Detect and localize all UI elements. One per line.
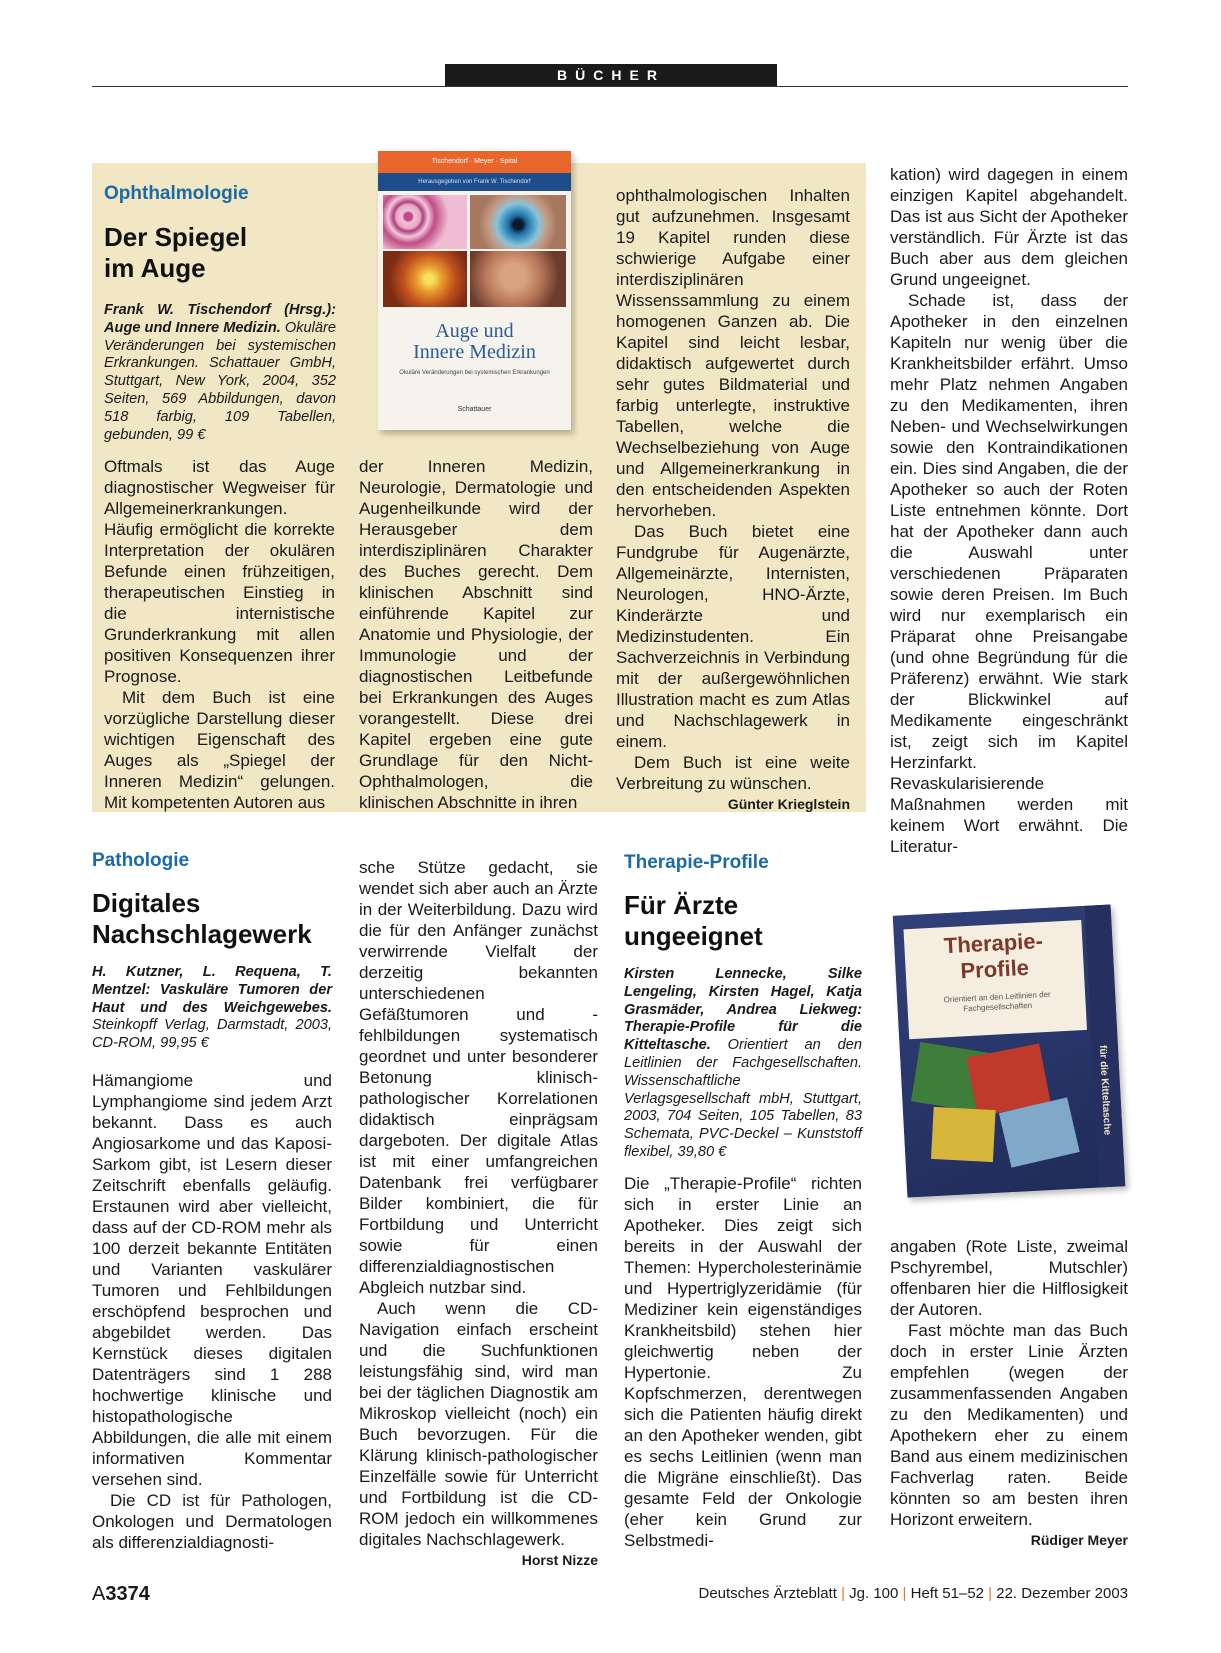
article3-biblio-author-title: Kirsten Lennecke, Silke Lengeling, Kirsten Hagel, Katja Grasmäder, Andrea Liekweg: Therapie-Profile für die Kitteltasche. — [624, 966, 862, 1054]
page-prefix: A — [92, 1583, 106, 1605]
article3-col2-paragraph2: Schade ist, dass der Apotheker in den einzelnen Kapiteln nur wenig über die Krankheitsbilder erfährt. Umso mehr Platz nehmen Angaben zu den Medikamenten, ihren Neben- und Wechselwirkungen sowie den Kontraindikationen ein. Dies sind Angaben, die der Apotheker so auch der Roten Liste entnehmen könnte. Dort hat der Apotheker dann auch die Auswahl unter verschiedenen Präparaten sowie deren Preisen. Im Buch wird nur exemplarisch ein Präparat ohne Preisangabe (und ohne Begründung für die Präferenz) erwähnt. Wie stark der Blickwinkel auf Medikamente eingeschränkt ist, zeigt sich im Kapitel Herzinfarkt. Revaskularisierende Maßnahmen werden mit keinem Wort erwähnt. Die Literatur- — [890, 291, 1128, 856]
article2-author: Horst Nizze — [521, 1552, 598, 1568]
article1-kicker: Ophthalmologie — [104, 183, 249, 204]
article3-title — [624, 890, 864, 952]
article2-col2-paragraph1: sche Stütze gedacht, sie wendet sich aber auch an Ärzte in der Weiterbildung. Dazu wird die für den Anfänger zunächst verwirrende Vielfalt der derzeitig bekannten unterschiedenen Gefäßtumoren und -fehlbildungen systematisch geordnet und unter besonderer Betonung klinisch-pathologischer Korrelationen didaktisch einprägsam dargeboten. Der digitale Atlas ist mit einer umfangreichen Datenbank frei verfügbarer Bilder kombiniert, die für Fortbildung und Unterricht sowie für einen differenzialdiagnostischen Abgleich nutzbar sind. — [359, 858, 598, 1297]
cover-auge-title-line2: Innere Medizin — [413, 341, 536, 363]
article3-kicker: Therapie-Profile — [624, 852, 769, 873]
section-header: BÜCHER — [445, 64, 777, 86]
article3-title-line2: ungeeignet — [624, 921, 763, 951]
cover-auge-face-image — [470, 251, 566, 307]
journal-date: 22. Dezember 2003 — [996, 1585, 1128, 1602]
journal-footer: Deutsches Ärzteblatt | Jg. 100 | Heft 51–52 | 22. Dezember 2003 — [698, 1585, 1128, 1602]
cover-puzzle-yellow — [931, 1107, 996, 1162]
article1-col2-paragraph1: der Inneren Medizin, Neurologie, Dermatologie und Augenheilkunde wird der Herausgeber dem interdisziplinären Charakter des Buches gerecht. Dem klinischen Abschnitt sind einführende Kapitel zur Anatomie und Physiologie, der Immunologie und der diagnostischen Leitbefunde bei Erkrankungen des Auges vorangestellt. Diese drei Kapitel ergeben eine gute Grundlage für den Nicht-Ophthalmologen, die klinischen Abschnitte in ihren — [359, 457, 593, 812]
cover-auge-title-line1: Auge und — [435, 320, 514, 342]
journal-issue: Heft 51–52 — [910, 1585, 984, 1602]
article2-col2-paragraph2: Auch wenn die CD-Navigation einfach erscheint und die Suchfunktionen leistungsfähig sind, wird man bei der täglichen Diagnostik am Mikroskop vielleicht (noch) ein Buch bevorzugen. Für die Klärung klinisch-pathologischer Einzelfälle sowie für Unterricht und Fortbildung ist die CD-ROM jedoch ein willkommenes digitales Nachschlagewerk. — [359, 1299, 598, 1549]
cover-auge-subtitle: Okuläre Veränderungen bei systemischen Erkrankungen — [399, 370, 550, 376]
cover-auge-authors: Tischendorf · Meyer · Spital — [431, 158, 518, 165]
article2-kicker: Pathologie — [92, 850, 190, 871]
article3-column2-bottom — [890, 1236, 1128, 1551]
cover-auge-editor: Herausgegeben von Frank W. Tischendorf — [418, 179, 531, 185]
cover-therapie-title-line1: Therapie- — [943, 928, 1044, 959]
journal-name: Deutsches Ärzteblatt — [698, 1585, 837, 1602]
article2-bibliography — [92, 964, 332, 1053]
article2-title-line2: Nachschlagewerk — [92, 919, 312, 949]
article3-bibliography — [624, 966, 862, 1162]
article2-col1-paragraph1: Hämangiome und Lymphangiome sind jedem Arzt bekannt. Dass es auch Angiosarkome und das Kaposi-Sarkom gibt, ist Lesern dieser Zeitschrift ebenfalls geläufig. Erstaunen wird aber vielleicht, dass auf der CD-ROM mehr als 100 derzeit bekannte Entitäten und Varianten vaskulärer Tumoren und Fehlbildungen erschöpfend besprochen und abgebildet werden. Das Kernstück dieses digitalen Datenträgers sind 1 288 hochwertige klinische und histopathologische Abbildungen, die alle mit einem informativen Kommentar versehen sind. — [92, 1071, 332, 1489]
article2-col1-paragraph2: Die CD ist für Pathologen, Onkologen und Dermatologen als differenzialdiagnosti- — [92, 1491, 332, 1552]
cover-auge-fundus-image — [383, 251, 467, 307]
article1-column2 — [359, 456, 593, 813]
article1-biblio-details: Okuläre Veränderungen bei systemischen Erkrankungen. Schattauer GmbH, Stuttgart, New York, 2004, 352 Seiten, 569 Abbildungen, davon 518 farbig, 109 Tabellen, gebunden, 99 € — [104, 319, 336, 443]
article1-col1-paragraph2: Mit dem Buch ist eine vorzügliche Darstellung dieser wichtigen Eigenschaft des Auges als „Spiegel der Inneren Medizin“ gelungen. Mit kompetenten Autoren aus — [104, 688, 335, 812]
article2-biblio-author-title: H. Kutzner, L. Requena, T. Mentzel: Vaskuläre Tumoren der Haut und des Weichgewebes. — [92, 964, 332, 1016]
article1-col3-paragraph1: ophthalmologischen Inhalten gut aufzunehmen. Insgesamt 19 Kapitel runden diese schwierige Aufgabe einer interdisziplinären Wissenssammlung zu einem homogenen Ganzen ab. Die Kapitel sind leicht lesbar, didaktisch aufgewertet durch sehr gutes Bildmaterial und farbig unterlegte, instruktive Tabellen, welche die Wechselbeziehung von Auge und Allgemeinerkrankung in den entscheidenden Aspekten hervorheben. — [616, 186, 850, 520]
article2-title-line1: Digitales — [92, 888, 201, 918]
article3-col2-paragraph4: Fast möchte man das Buch doch in erster Linie Ärzten empfehlen (wegen der zusammenfassenden Angaben zu den Medikamenten) und Apothekern eher zu einem Band aus einem medizinischen Fachverlag raten. Beide könnten so am besten ihren Horizont erweitern. — [890, 1321, 1128, 1529]
cover-therapie-title — [904, 926, 1084, 987]
cover-therapie-spine-text: für die Kitteltasche — [1096, 1044, 1113, 1136]
page-number — [92, 1583, 150, 1606]
article1-col3-paragraph3: Dem Buch ist eine weite Verbreitung zu wünschen. — [616, 753, 850, 793]
article1-title-line1: Der Spiegel — [104, 222, 248, 252]
article3-col1-paragraph1: Die „Therapie-Profile“ richten sich in erster Linie an Apotheker. Dies zeigt sich bereits in der Auswahl der Themen: Hypercholesterinämie und Hypertriglyzeridämie (für Mediziner kein eigenständiges Krankheitsbild) stehen hier gleichwertig neben der Hypertonie. Zu Kopfschmerzen, derentwegen sich die Patienten häufig direkt an den Apotheker wenden, gibt es sechs Leitlinien (wenn man die Migräne einschließt). Das gesamte Feld der Onkologie (eher kein Grund zur Selbstmedi- — [624, 1174, 862, 1550]
article1-author: Günter Krieglstein — [727, 796, 850, 812]
article3-column2-top — [890, 164, 1128, 857]
article1-column1 — [104, 456, 335, 813]
article1-col1-paragraph1: Oftmals ist das Auge diagnostischer Wegweiser für Allgemeinerkrankungen. Häufig ermöglicht die korrekte Interpretation der okulären Befunde einen frühzeitigen, therapeutischen Einstieg in die internistische Grunderkrankung mit allen positiven Konsequenzen ihrer Prognose. — [104, 457, 335, 686]
article1-title-line2: im Auge — [104, 253, 206, 283]
article2-column2 — [359, 857, 598, 1571]
book-cover-auge — [378, 151, 571, 430]
header-rule — [92, 86, 1128, 87]
journal-volume: Jg. 100 — [849, 1585, 899, 1602]
article3-author: Rüdiger Meyer — [1030, 1532, 1128, 1548]
cover-auge-title — [378, 321, 571, 363]
article2-title — [92, 888, 342, 950]
cover-auge-cells-image — [383, 195, 467, 249]
page-number-value: 3374 — [105, 1583, 150, 1605]
article3-biblio-details: Orientiert an den Leitlinien der Fachgesellschaften. Wissenschaftliche Verlagsgesellschaft mbH, Stuttgart, 2003, 704 Seiten, 105 Tabellen, 83 Schemata, PVC-Deckel – Kunststoff flexibel, 39,80 € — [624, 1037, 862, 1160]
cover-therapie-subtitle: Orientiert an den Leitlinien der Fachgesellschaften — [943, 989, 1051, 1014]
article1-biblio-author-title: Frank W. Tischendorf (Hrsg.): Auge und Innere Medizin. — [104, 302, 336, 336]
article1-bibliography — [104, 302, 336, 444]
article1-title — [104, 222, 344, 284]
cover-therapie-title-line2: Profile — [959, 954, 1030, 984]
article3-col2-paragraph1: kation) wird dagegen in einem einzigen Kapitel abgehandelt. Das ist aus Sicht der Apotheker verständlich. Für Ärzte ist das Buch aber aus dem gleichen Grund ungeeignet. — [890, 165, 1128, 289]
article1-col3-paragraph2: Das Buch bietet eine Fundgrube für Augenärzte, Allgemeinärzte, Internisten, Neurologen, HNO-Ärzte, Kinderärzte und Medizinstudenten. Ein Sachverzeichnis in Verbindung mit der außergewöhnlichen Illustration macht es zum Atlas und Nachschlagewerk in einem. — [616, 522, 850, 751]
cover-auge-eye-image — [470, 195, 566, 249]
article3-title-line1: Für Ärzte — [624, 890, 739, 920]
article3-column1 — [624, 1173, 862, 1551]
article3-col2-paragraph3: angaben (Rote Liste, zweimal Pschyrembel, Mutschler) offenbaren hier die Hilflosigkeit der Autoren. — [890, 1237, 1128, 1319]
book-cover-therapie-profile — [893, 904, 1125, 1197]
article2-biblio-details: Steinkopff Verlag, Darmstadt, 2003, CD-ROM, 99,95 € — [92, 1017, 332, 1052]
article2-column1 — [92, 1070, 332, 1553]
article1-column3 — [616, 185, 850, 815]
cover-auge-publisher: Schattauer — [457, 406, 492, 413]
